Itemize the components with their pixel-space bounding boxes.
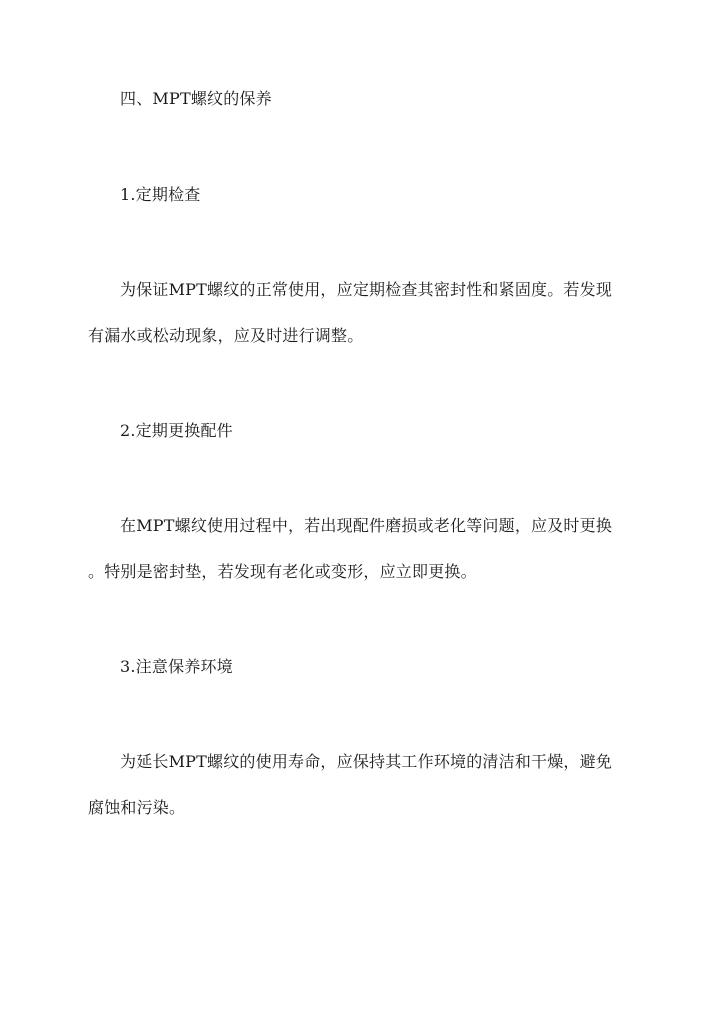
paragraph-2-line-2: 。特别是密封垫，若发现有老化或变形，应立即更换。: [88, 562, 477, 581]
subsection-title-3: 3.注意保养环境: [120, 657, 233, 676]
paragraph-2-line-1: 在MPT螺纹使用过程中，若出现配件磨损或老化等问题，应及时更换: [120, 516, 613, 535]
paragraph-3-line-1: 为延长MPT螺纹的使用寿命，应保持其工作环境的清洁和干燥，避免: [120, 752, 613, 771]
subsection-title-2: 2.定期更换配件: [120, 421, 233, 440]
subsection-title-1: 1.定期检查: [120, 185, 201, 204]
section-heading: 四、MPT螺纹的保养: [120, 89, 272, 108]
paragraph-1-line-2: 有漏水或松动现象，应及时进行调整。: [88, 326, 364, 345]
paragraph-3-line-2: 腐蚀和污染。: [88, 798, 186, 817]
paragraph-1-line-1: 为保证MPT螺纹的正常使用，应定期检查其密封性和紧固度。若发现: [120, 280, 613, 299]
